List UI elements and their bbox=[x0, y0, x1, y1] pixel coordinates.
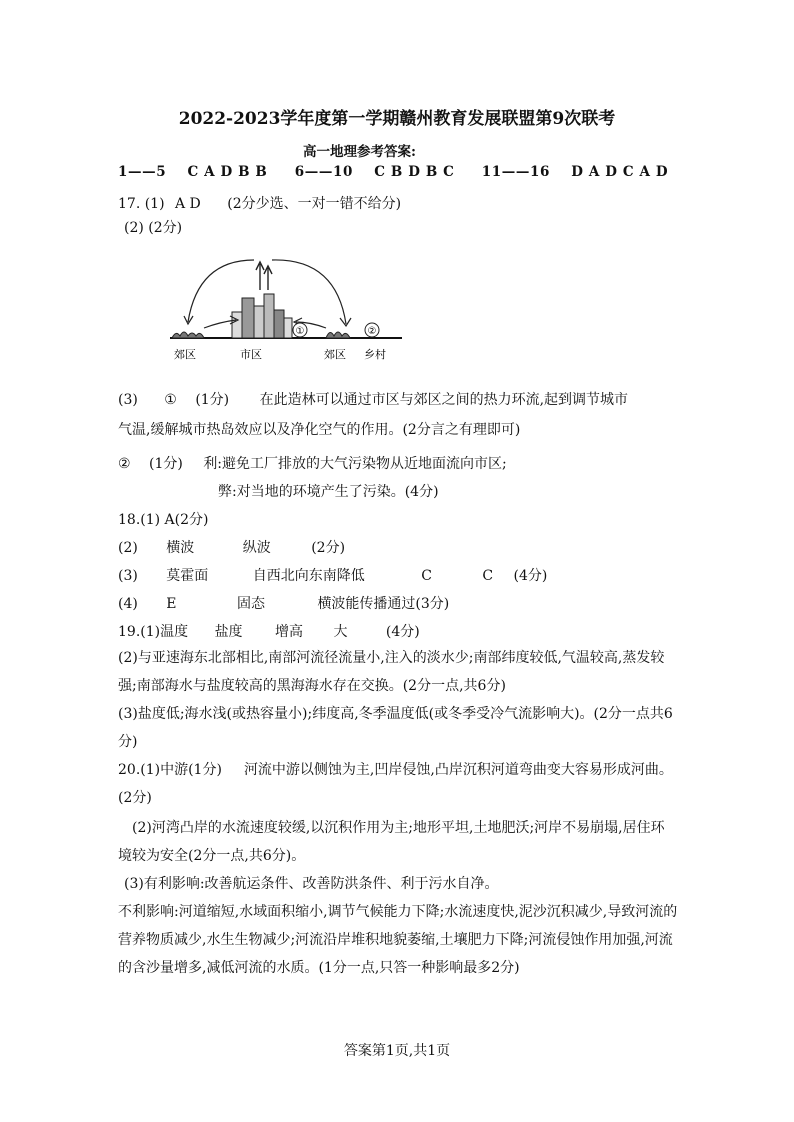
mc-answers-2: C B D B C bbox=[374, 164, 455, 180]
mc-range-3: 11——16 bbox=[481, 164, 550, 180]
q18-l3-score: (4分) bbox=[513, 568, 548, 584]
q18-l4-a: E bbox=[166, 596, 177, 612]
label-suburb-left: 郊区 bbox=[174, 348, 196, 361]
q17-part3b-line1 bbox=[118, 454, 507, 474]
q17-p3b-score: (1分) bbox=[149, 456, 183, 472]
mc-answers-3: D A D C A D bbox=[571, 164, 669, 180]
mc-answers-1: C A D B B bbox=[187, 164, 268, 180]
right-suburb-trees bbox=[326, 332, 350, 338]
city-buildings-icon bbox=[232, 294, 292, 338]
q18-l3-num: (3) bbox=[118, 568, 138, 584]
q18-l4-num: (4) bbox=[118, 596, 138, 612]
q17-part1 bbox=[118, 194, 401, 214]
mc-range-1: 1——5 bbox=[118, 164, 167, 180]
q18-l2-a: 横波 bbox=[166, 540, 195, 556]
q18-l2-score: (2分) bbox=[311, 540, 346, 556]
q19-l1-b: 盐度 bbox=[214, 624, 243, 640]
q18-l4-c: 横波能传播通过(3分) bbox=[317, 596, 450, 612]
q17-p3-score: (1分) bbox=[195, 392, 230, 408]
q18-l2-num: (2) bbox=[118, 540, 138, 556]
q18-l3-d: C bbox=[482, 568, 494, 584]
q18-line1: 18.(1) A(2分) bbox=[118, 512, 209, 528]
q19-l1-a: 19.(1)温度 bbox=[118, 624, 189, 640]
label-suburb-right: 郊区 bbox=[324, 348, 346, 361]
q18-l3-c: C bbox=[421, 568, 432, 584]
multiple-choice-answers bbox=[118, 164, 668, 180]
q18-l3-b: 自西北向东南降低 bbox=[252, 568, 365, 584]
q18-l3-a: 莫霍面 bbox=[166, 568, 209, 584]
q17-p3-mark: ① bbox=[164, 392, 177, 408]
marker-2-label: ② bbox=[367, 326, 377, 337]
q17-p1-note: (2分少选、一对一错不给分) bbox=[227, 196, 402, 212]
q20-part2: (2)河湾凸岸的水流速度较缓,以沉积作用为主;地形平坦,土地肥沃;河岸不易崩塌,居住环境较为安全(2分一点,共6分)。 bbox=[118, 820, 665, 864]
q20-part3: (3)有利影响:改善航运条件、改善防洪条件、利于污水自净。 bbox=[124, 876, 499, 892]
q20-p1-text: 河流中游以侧蚀为主,凹岸侵蚀,凸岸沉积河道弯曲变大容易形成河曲。(2分) bbox=[118, 762, 673, 806]
q17-p3-text-b: 气温,缓解城市热岛效应以及净化空气的作用。(2分言之有理即可) bbox=[118, 422, 521, 438]
q17-p3b-harm: 弊:对当地的环境产生了污染。(4分) bbox=[218, 484, 439, 500]
q18-line2 bbox=[118, 538, 345, 558]
q18-line3 bbox=[118, 566, 547, 586]
q19-l1-d: 大 bbox=[333, 624, 348, 640]
q17-part2: (2) (2分) bbox=[124, 220, 183, 236]
page-subtitle: 高一地理参考答案: bbox=[303, 144, 416, 160]
q17-part3-line1 bbox=[118, 390, 628, 410]
q17-p3-text-a: 在此造林可以通过市区与郊区之间的热力环流,起到调节城市 bbox=[259, 392, 629, 408]
q19-l1-c: 增高 bbox=[275, 624, 304, 640]
label-city: 市区 bbox=[240, 348, 262, 361]
q17-p3-num: (3) bbox=[118, 392, 138, 408]
mc-range-2: 6——10 bbox=[294, 164, 353, 180]
q17-p3b-mark: ② bbox=[118, 456, 131, 472]
page-footer: 答案第1页,共1页 bbox=[343, 1043, 451, 1059]
q18-l2-b: 纵波 bbox=[242, 540, 271, 556]
q19-part3: (3)盐度低;海水浅(或热容量小);纬度高,冬季温度低(或冬季受冷气流影响大)。(2分一点共6分) bbox=[118, 706, 673, 750]
q19-line1 bbox=[118, 622, 420, 642]
label-village: 乡村 bbox=[364, 348, 386, 361]
q20-part4: 不利影响:河道缩短,水域面积缩小,调节气候能力下降;水流速度快,泥沙沉积减少,导致河流的营养物质减少,水生生物减少;河流沿岸堆积地貌萎缩,土壤肥力下降;河流侵蚀作用加强,河流的含沙量增多,减低河流的水质。(1分一点,只答一种影响最多2分) bbox=[118, 904, 678, 976]
page-title: 2022-2023学年度第一学期赣州教育发展联盟第9次联考 bbox=[178, 109, 616, 129]
marker-1-label: ① bbox=[295, 326, 305, 337]
q20-part1 bbox=[118, 756, 678, 812]
left-suburb-trees bbox=[172, 332, 204, 338]
q20-p1-head: 20.(1)中游(1分) bbox=[118, 762, 222, 778]
heat-circulation-diagram bbox=[168, 250, 408, 366]
q19-l1-score: (4分) bbox=[385, 624, 420, 640]
q17-p1-answer: A D bbox=[175, 196, 201, 212]
q19-part2: (2)与亚速海东北部相比,南部河流径流量小,注入的淡水少;南部纬度较低,气温较高,蒸发较强;南部海水与盐度较高的黑海海水存在交换。(2分一点,共6分) bbox=[118, 650, 665, 694]
q17-p1-num: 17. (1) bbox=[118, 196, 165, 212]
q18-l4-b: 固态 bbox=[236, 596, 265, 612]
q17-p3b-benefit: 利:避免工厂排放的大气污染物从近地面流向市区; bbox=[203, 456, 507, 472]
q18-line4 bbox=[118, 594, 449, 614]
